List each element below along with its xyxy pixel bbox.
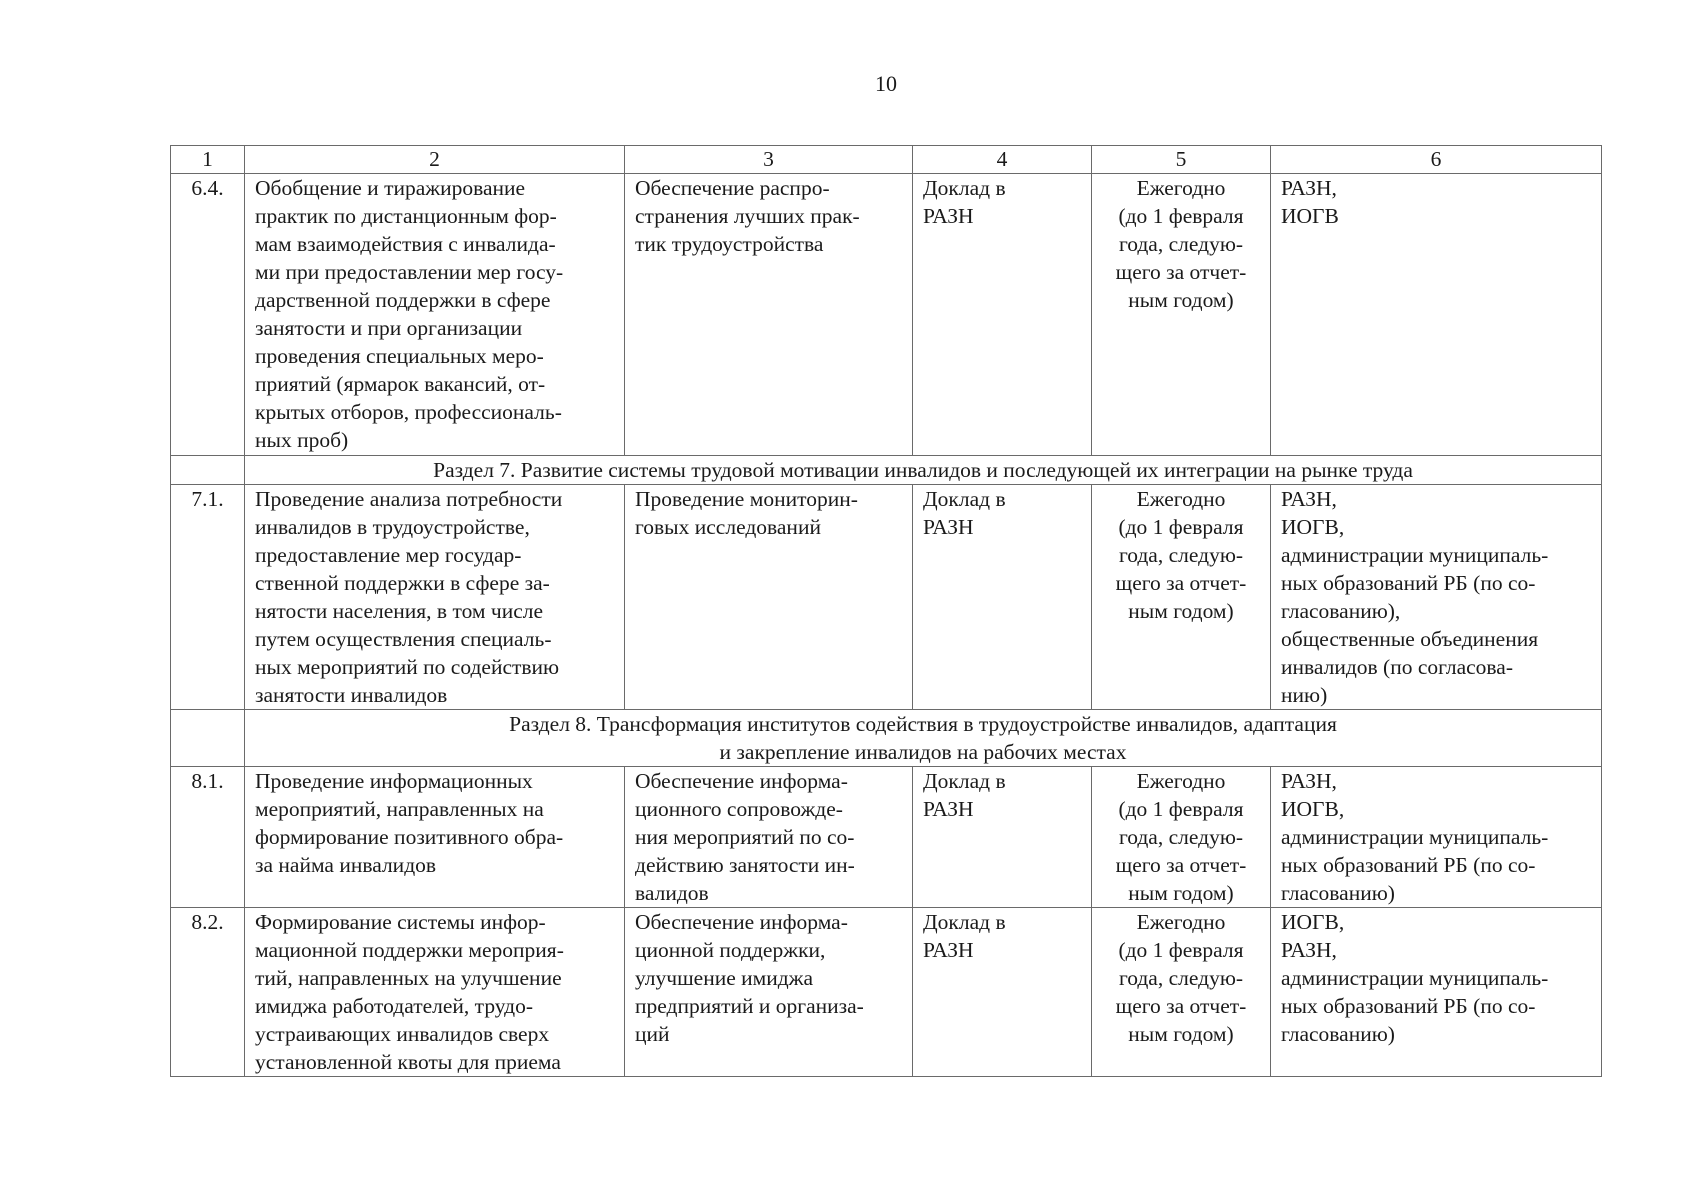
section-empty-cell: [171, 710, 245, 767]
action-cell: Формирование системы инфор- мационной поддержки мероприя- тий, направленных на улучшение имиджа работодателей, трудо- устраивающих инвалидов сверх установленной квоты для приема: [245, 908, 625, 1077]
deadline-cell: Ежегодно (до 1 февраля года, следую- щего за отчет- ным годом): [1092, 767, 1271, 908]
column-number-6: 6: [1271, 146, 1602, 174]
section-empty-cell: [171, 456, 245, 485]
table-row: [171, 174, 1602, 456]
action-cell: Проведение информационных мероприятий, направленных на формирование позитивного обра- за найма инвалидов: [245, 767, 625, 908]
table-row: [171, 908, 1602, 1077]
column-number-1: 1: [171, 146, 245, 174]
item-number: 8.1.: [171, 767, 245, 908]
deadline-cell: Ежегодно (до 1 февраля года, следую- щего за отчет- ным годом): [1092, 908, 1271, 1077]
result-cell: Проведение мониторин- говых исследований: [625, 485, 913, 710]
section-title: Раздел 7. Развитие системы трудовой мотивации инвалидов и последующей их интеграции на рынке труда: [245, 456, 1602, 485]
column-number-3: 3: [625, 146, 913, 174]
report-form-cell: Доклад в РАЗН: [913, 174, 1092, 456]
executors-cell: РАЗН, ИОГВ, администрации муниципаль- ных образований РБ (по со- гласованию): [1271, 767, 1602, 908]
table-row: [171, 485, 1602, 710]
column-number-5: 5: [1092, 146, 1271, 174]
deadline-cell: Ежегодно (до 1 февраля года, следую- щего за отчет- ным годом): [1092, 174, 1271, 456]
result-cell: Обеспечение информа- ционной поддержки, улучшение имиджа предприятий и организа- ций: [625, 908, 913, 1077]
section-header-row: [171, 710, 1602, 767]
executors-cell: ИОГВ, РАЗН, администрации муниципаль- ных образований РБ (по со- гласованию): [1271, 908, 1602, 1077]
action-cell: Проведение анализа потребности инвалидов в трудоустройстве, предоставление мер государ- ственной поддержки в сфере за- нятости населения, в том числе путем осуществления специаль- ных мероприятий по содействию занятости инвалидов: [245, 485, 625, 710]
deadline-cell: Ежегодно (до 1 февраля года, следую- щего за отчет- ным годом): [1092, 485, 1271, 710]
page-number: 10: [875, 71, 897, 96]
action-cell: Обобщение и тиражирование практик по дистанционным фор- мам взаимодействия с инвалида- ми при предоставлении мер госу- дарственной поддержки в сфере занятости и при организации проведения специальных меро- приятий (ярмарок вакансий, от- крытых отборов, профессиональ- ных проб): [245, 174, 625, 456]
report-form-cell: Доклад в РАЗН: [913, 767, 1092, 908]
item-number: 6.4.: [171, 174, 245, 456]
result-cell: Обеспечение информа- ционного сопровожде- ния мероприятий по со- действию занятости ин- валидов: [625, 767, 913, 908]
section-header-row: [171, 456, 1602, 485]
column-number-4: 4: [913, 146, 1092, 174]
section-title: Раздел 8. Трансформация институтов содействия в трудоустройстве инвалидов, адаптация и закрепление инвалидов на рабочих местах: [245, 710, 1602, 767]
table-row: [171, 767, 1602, 908]
item-number: 8.2.: [171, 908, 245, 1077]
report-form-cell: Доклад в РАЗН: [913, 485, 1092, 710]
column-number-row: [171, 146, 1602, 174]
executors-cell: РАЗН, ИОГВ: [1271, 174, 1602, 456]
result-cell: Обеспечение распро- странения лучших прак- тик трудоустройства: [625, 174, 913, 456]
item-number: 7.1.: [171, 485, 245, 710]
executors-cell: РАЗН, ИОГВ, администрации муниципаль- ных образований РБ (по со- гласованию), общественные объединения инвалидов (по согласова- нию): [1271, 485, 1602, 710]
column-number-2: 2: [245, 146, 625, 174]
report-form-cell: Доклад в РАЗН: [913, 908, 1092, 1077]
action-plan-table: [170, 145, 1602, 1077]
